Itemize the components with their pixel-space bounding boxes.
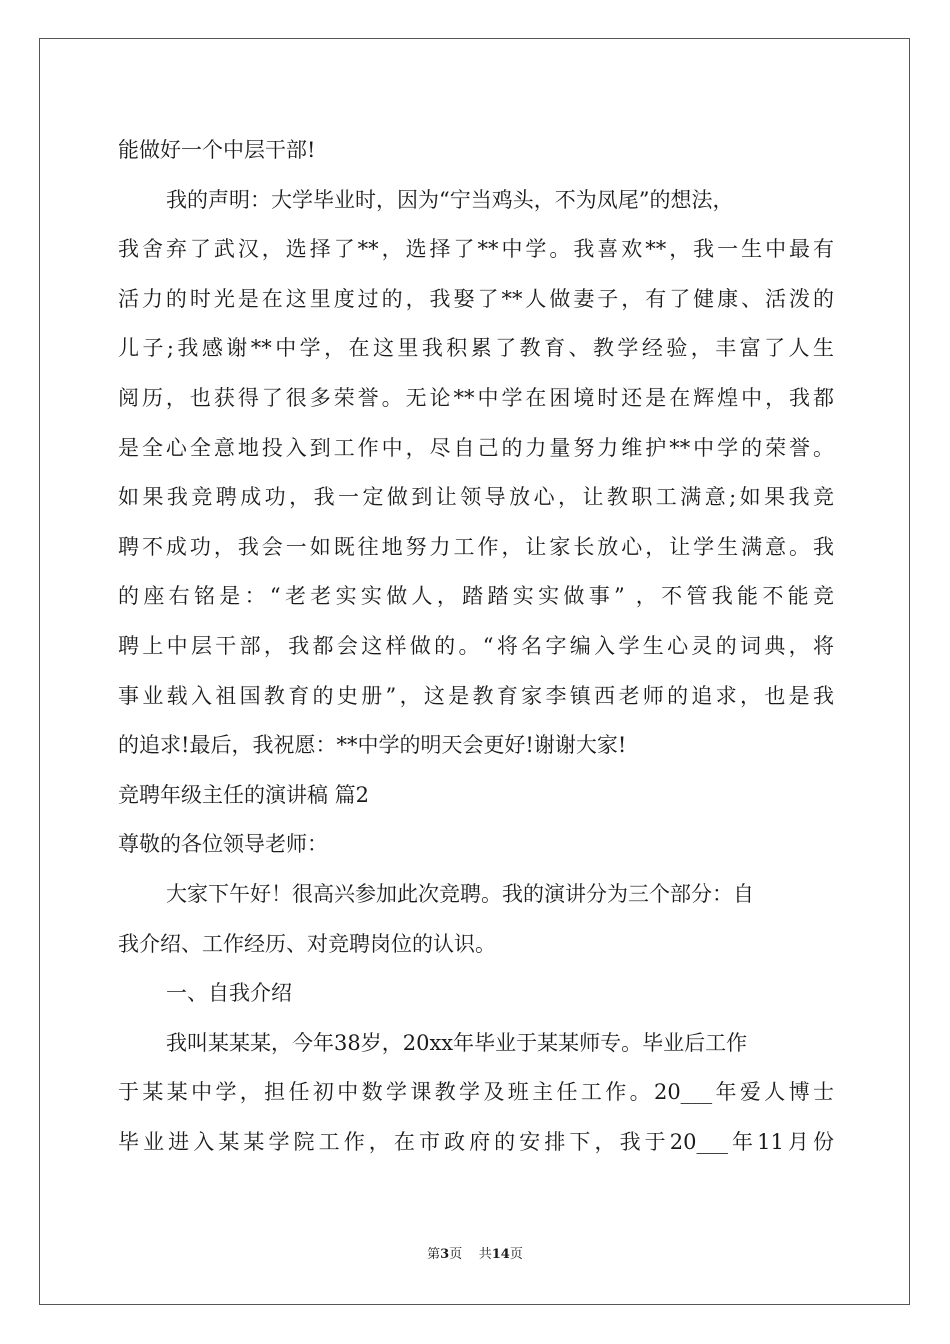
text-line: 如果我竞聘成功，我一定做到让领导放心，让教职工满意;如果我竞 <box>118 485 834 510</box>
text-line: 能做好一个中层干部! <box>118 138 316 162</box>
text-line: 儿子;我感谢**中学，在这里我积累了教育、教学经验，丰富了人生 <box>118 336 834 361</box>
text-line: 我的声明：大学毕业时，因为“宁当鸡头，不为凤尾”的想法， <box>166 187 734 212</box>
text-line: 我介绍、工作经历、对竞聘岗位的认识。 <box>118 931 496 956</box>
page-number-prefix: 第 <box>427 1247 441 1262</box>
text-line: 活力的时光是在这里度过的，我娶了**人做妻子，有了健康、活泼的 <box>118 286 834 311</box>
text-line: 毕业进入某某学院工作，在市政府的安排下，我于20___年11月份 <box>118 1129 834 1154</box>
text-line: 聘不成功，我会一如既往地努力工作，让家长放心，让学生满意。我 <box>118 534 834 559</box>
text-line: 的座右铭是：“老老实实做人，踏踏实实做事” ，不管我能不能竞 <box>118 584 834 609</box>
page-total-unit: 页 <box>509 1247 523 1262</box>
page-footer <box>0 1245 950 1265</box>
text-line: 我叫某某某，今年38岁，20xx年毕业于某某师专。毕业后工作 <box>166 1030 748 1055</box>
page-number-current: 3 <box>440 1247 450 1262</box>
text-line: 于某某中学，担任初中数学课教学及班主任工作。20___年爱人博士 <box>118 1080 834 1105</box>
page-total-prefix: 共 <box>478 1247 492 1262</box>
section-heading: 竞聘年级主任的演讲稿 篇2 <box>118 782 370 807</box>
text-line: 事业载入祖国教育的史册”，这是教育家李镇西老师的追求，也是我 <box>118 683 834 708</box>
text-line: 大家下午好！很高兴参加此次竞聘。我的演讲分为三个部分：自 <box>166 881 754 906</box>
salutation: 尊敬的各位领导老师： <box>118 832 328 857</box>
page-number-unit: 页 <box>449 1247 463 1262</box>
document-body <box>118 126 834 1167</box>
text-line: 我舍弃了武汉，选择了**，选择了**中学。我喜欢**，我一生中最有 <box>118 237 834 262</box>
text-line: 是全心全意地投入到工作中，尽自己的力量努力维护**中学的荣誉。 <box>118 435 834 460</box>
text-line: 阅历，也获得了很多荣誉。无论**中学在困境时还是在辉煌中，我都 <box>118 385 834 410</box>
text-line: 聘上中层干部，我都会这样做的。“将名字编入学生心灵的词典，将 <box>118 633 834 658</box>
text-line: 的追求!最后，我祝愿：**中学的明天会更好!谢谢大家! <box>118 733 627 758</box>
subsection-heading: 一、自我介绍 <box>166 981 292 1006</box>
page-total-count: 14 <box>491 1247 510 1262</box>
